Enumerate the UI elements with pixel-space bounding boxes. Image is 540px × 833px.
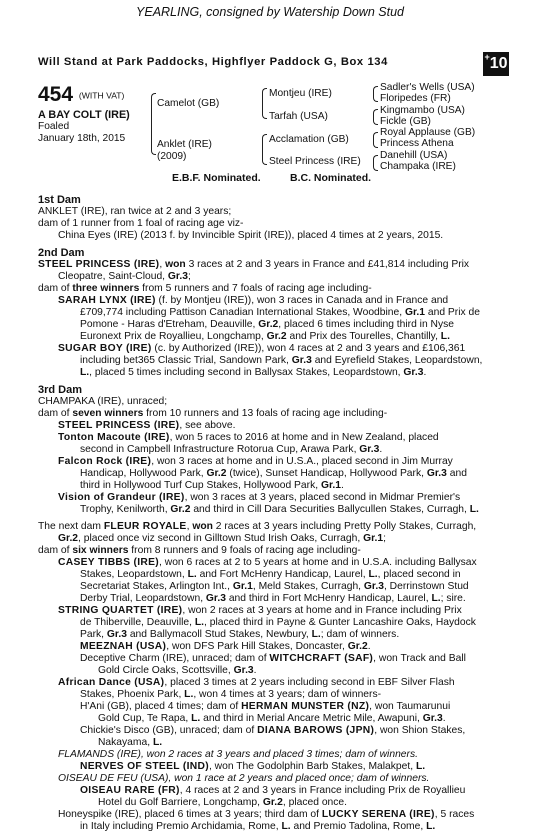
horse-name: A BAY COLT (IRE): [38, 109, 130, 121]
pedigree-dam-year: (2009): [157, 151, 187, 162]
ebf-nomination: E.B.F. Nominated.: [172, 172, 261, 184]
text-line: Vision of Grandeur (IRE), won 3 races at 3 years, placed second in Midmar Premier's: [58, 492, 461, 503]
text-line: China Eyes (IRE) (2013 f. by Invincible Spirit (IRE)), placed 4 times at 2 years, 2015.: [58, 230, 444, 241]
lot-badge-number: 10: [489, 55, 508, 72]
foaled-date: January 18th, 2015: [38, 133, 126, 144]
text-line: Stakes, Phoenix Park, L., won 4 times at 3 years; dam of winners-: [80, 689, 382, 700]
pedigree-g2: Floripedes (FR): [380, 93, 451, 104]
pedigree-brace-sire: [262, 88, 267, 119]
text-line: dam of 1 runner from 1 foal of racing age viz-: [38, 218, 244, 229]
text-line: Hotel du Golf Barriere, Longchamp, Gr.2, placed once.: [98, 797, 348, 808]
stand-location: Will Stand at Park Paddocks, Highflyer Paddock G, Box 134: [38, 56, 388, 68]
pedigree-sire-sire: Montjeu (IRE): [269, 88, 332, 99]
bc-nomination: B.C. Nominated.: [290, 172, 372, 184]
text-line: Secretariat Stakes, Arlington Int., Gr.1, Meld Stakes, Curragh, Gr.3, Derrinstown Stud: [80, 581, 469, 592]
text-line: H'Ani (GB), placed 4 times; dam of HERMAN MUNSTER (NZ), won Taumarunui: [80, 701, 451, 712]
text-line: STEEL PRINCESS (IRE), see above.: [58, 420, 236, 431]
text-line: The next dam FLEUR ROYALE, won 2 races at 3 years including Pretty Polly Stakes, Curragh,: [38, 521, 477, 532]
text-line: Cleopatre, Saint-Cloud, Gr.3;: [58, 271, 191, 282]
pedigree-brace-g2: [373, 109, 378, 125]
text-line: L., placed 5 times including second in Ballysax Stakes, Leopardstown, Gr.3.: [80, 367, 427, 378]
text-line: STRING QUARTET (IRE), won 2 races at 3 years at home and in France including Prix: [58, 605, 462, 616]
section-first-dam: 1st Dam: [38, 194, 81, 206]
text-line: third in Hollywood Turf Cup Stakes, Hollywood Park, Gr.1.: [80, 480, 344, 491]
text-line: NERVES OF STEEL (IND), won The Godolphin Barb Stakes, Malakpet, L.: [80, 761, 426, 772]
text-line: dam of six winners from 8 runners and 9 foals of racing age including-: [38, 545, 361, 556]
text-line: CASEY TIBBS (IRE), won 6 races at 2 to 5 years at home and in U.S.A. including Ballysax: [58, 557, 477, 568]
pedigree-g5: Royal Applause (GB): [380, 127, 476, 138]
section-third-dam: 3rd Dam: [38, 384, 83, 396]
text-line: SUGAR BOY (IRE) (c. by Authorized (IRE)), won 4 races at 2 and 3 years and £106,361: [58, 343, 466, 354]
lot-number-value: 454: [38, 83, 74, 106]
text-line: Derby Trial, Leopardstown, Gr.3 and third in Fort McHenry Handicap, Laurel, L.; sire.: [80, 593, 466, 604]
text-line: dam of three winners from 5 runners and 7 foals of racing age including-: [38, 283, 372, 294]
pedigree-brace-gen1: [151, 93, 156, 155]
pedigree-dam-sire: Acclamation (GB): [269, 134, 349, 145]
text-line: STEEL PRINCESS (IRE), won 3 races at 2 and 3 years in France and £41,814 including Prix: [38, 259, 470, 270]
text-line: Park, Gr.3 and Ballymacoll Stud Stakes, Newbury, L.; dam of winners.: [80, 629, 400, 640]
text-line: Trophy, Kenilworth, Gr.2 and third in Cill Dara Securities Ballycullen Stakes, Curragh, L.: [80, 504, 479, 515]
pedigree-g3: Kingmambo (USA): [380, 105, 465, 116]
text-line: second in Campbell Infrastructure Rotorua Cup, Arawa Park, Gr.3.: [80, 444, 383, 455]
foaled-label: Foaled: [38, 121, 70, 132]
pedigree-sire: Camelot (GB): [157, 98, 220, 109]
text-line: Euronext Prix de Royallieu, Longchamp, Gr.2 and Prix des Tourelles, Chantilly, L.: [80, 331, 450, 342]
text-line: £709,774 including Pattison Canadian International Stakes, Woodbine, Gr.1 and Prix de: [80, 307, 480, 318]
text-line: SARAH LYNX (IRE) (f. by Montjeu (IRE)), won 3 races in Canada and in France and: [58, 295, 449, 306]
pedigree-dam: Anklet (IRE): [157, 139, 212, 150]
pedigree-dam-dam: Steel Princess (IRE): [269, 156, 361, 167]
text-line: Tonton Macoute (IRE), won 5 races to 2016 at home and in New Zealand, placed: [58, 432, 439, 443]
text-line: Nakayama, L.: [98, 737, 163, 748]
lot-badge-prefix: +: [484, 52, 490, 62]
text-line: including bet365 Classic Trial, Sandown Park, Gr.3 and Eyrefield Stakes, Leopardstown,: [80, 355, 483, 366]
lot-badge: [483, 52, 509, 76]
text-line: dam of seven winners from 10 runners and 13 foals of racing age including-: [38, 408, 388, 419]
text-line: ANKLET (IRE), ran twice at 2 and 3 years;: [38, 206, 232, 217]
lot-number: [38, 84, 124, 106]
text-line: Gold Circle Oaks, Scottsville, Gr.3.: [98, 665, 257, 676]
text-line: Handicap, Hollywood Park, Gr.2 (twice), Sunset Handicap, Hollywood Park, Gr.3 and: [80, 468, 467, 479]
pedigree-g1: Sadler's Wells (USA): [380, 82, 475, 93]
pedigree-sire-dam: Tarfah (USA): [269, 111, 328, 122]
text-line: CHAMPAKA (IRE), unraced;: [38, 396, 168, 407]
text-line: Gold Cup, Te Rapa, L. and third in Merial Ancare Metric Mile, Awapuni, Gr.3.: [98, 713, 446, 724]
pedigree-g6: Princess Athena: [380, 138, 454, 149]
pedigree-g8: Champaka (IRE): [380, 161, 456, 172]
page-title: YEARLING, consigned by Watership Down Stud: [136, 5, 404, 19]
text-line: Pomone - Haras d'Etreham, Deauville, Gr.2, placed 6 times including third in Nyse: [80, 319, 455, 330]
section-second-dam: 2nd Dam: [38, 247, 85, 259]
text-line: Deceptive Charm (IRE), unraced; dam of WITCHCRAFT (SAF), won Track and Ball: [80, 653, 466, 664]
pedigree-brace-dam: [262, 134, 267, 165]
pedigree-brace-g4: [373, 155, 378, 171]
text-line: Gr.2, placed once viz second in Gilltown Stud Irish Oaks, Curragh, Gr.1;: [58, 533, 386, 544]
pedigree-g4: Fickle (GB): [380, 116, 431, 127]
text-line: OISEAU RARE (FR), 4 races at 2 and 3 years in France including Prix de Royallieu: [80, 785, 466, 796]
lot-vat: (WITH VAT): [78, 90, 125, 101]
text-line: MEEZNAH (USA), won DFS Park Hill Stakes, Doncaster, Gr.2.: [80, 641, 371, 652]
text-line: FLAMANDS (IRE), won 2 races at 3 years and placed 3 times; dam of winners.: [58, 749, 418, 760]
pedigree-brace-g1: [373, 86, 378, 102]
text-line: Falcon Rock (IRE), won 3 races at home and in U.S.A., placed second in Jim Murray: [58, 456, 453, 467]
pedigree-brace-g3: [373, 132, 378, 148]
text-line: Honeyspike (IRE), placed 6 times at 3 years; third dam of LUCKY SERENA (IRE), 5 races: [58, 809, 475, 820]
text-line: Chickie's Disco (GB), unraced; dam of DIANA BAROWS (JPN), won Shion Stakes,: [80, 725, 466, 736]
pedigree-g7: Danehill (USA): [380, 150, 448, 161]
text-line: OISEAU DE FEU (USA), won 1 race at 2 years and placed once; dam of winners.: [58, 773, 430, 784]
text-line: in Italy including Premio Archidamia, Rome, L. and Premio Tadolina, Rome, L.: [80, 821, 436, 832]
text-line: African Dance (USA), placed 3 times at 2 years including second in EBF Silver Flash: [58, 677, 455, 688]
text-line: Stakes, Leopardstown, L. and Fort McHenry Handicap, Laurel, L., placed second in: [80, 569, 461, 580]
text-line: de Thiberville, Deauville, L., placed third in Payne & Gunter Lancashire Oaks, Haydock: [80, 617, 476, 628]
